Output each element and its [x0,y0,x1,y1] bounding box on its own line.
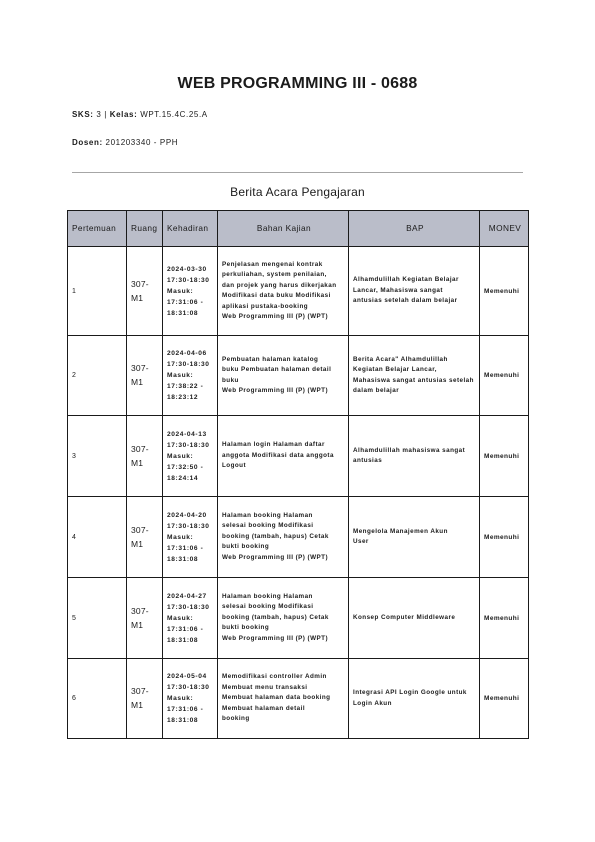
pertemuan-number: 2 [72,372,76,379]
dosen-label: Dosen: [72,138,103,147]
kehadiran-date: 2024-04-27 [167,592,207,600]
table-row [68,497,529,578]
monev-status: Memenuhi [484,614,520,622]
kehadiran-masuk-label: Masuk: [167,695,194,702]
table-row [68,578,529,659]
column-header-ruang: Ruang [127,211,163,247]
kehadiran-masuk-label: Masuk: [167,287,194,295]
kehadiran-date: 2024-04-20 [167,511,207,519]
column-header-pertemuan: Pertemuan [68,211,127,247]
bahan-kajian-text: Halaman booking Halaman selesai booking Modifikasi booking (tambah, hapus) Cetak bukti booking Web Programming III (P) (WPT) [222,511,329,561]
ruang-cell [127,247,163,336]
monev-status: Memenuhi [484,695,520,702]
pertemuan-number: 5 [72,614,76,622]
column-header-bap: BAP [349,211,480,247]
bahan-kajian-text: Pembuatan halaman katalog buku Pembuatan halaman detail buku Web Programming III (P) (WPT) [222,355,332,394]
bap-cell [349,336,480,416]
kelas-label: Kelas: [109,110,138,119]
monev-cell [480,336,529,416]
kehadiran-masuk-time: 17:38:22 - 18:23:12 [167,383,204,401]
pertemuan-cell [68,247,127,336]
ruang-cell [127,659,163,739]
monev-cell [480,416,529,497]
ruang-cell [127,497,163,578]
bap-cell [349,659,480,739]
divider [72,172,523,173]
kehadiran-date: 2024-04-06 [167,350,207,357]
bap-text: Konsep Computer Middleware [353,613,456,621]
kehadiran-cell [163,416,218,497]
monev-status: Memenuhi [484,372,520,379]
kehadiran-date: 2024-04-13 [167,430,207,438]
bap-text: Alhamdulillah Kegiatan Belajar Lancar, Mahasiswa sangat antusias setelah dalam belajar [353,276,459,305]
pertemuan-number: 1 [72,287,76,295]
pertemuan-cell [68,416,127,497]
kehadiran-masuk-time: 17:31:06 - 18:31:08 [167,706,204,724]
ruang-cell [127,336,163,416]
monev-status: Memenuhi [484,287,520,295]
bap-text: Berita Acara" Alhamdulillah Kegiatan Belajar Lancar, Mahasiswa sangat antusias setelah dalam belajar [353,355,474,394]
ruang-cell [127,416,163,497]
ruang-value: 307-M1 [131,524,149,549]
bahan-kajian-cell [218,497,349,578]
kehadiran-masuk-label: Masuk: [167,614,194,622]
bap-cell [349,416,480,497]
ruang-value: 307-M1 [131,686,149,710]
kelas-value: WPT.15.4C.25.A [140,110,208,119]
table-row [68,336,529,416]
bahan-kajian-cell [218,659,349,739]
dosen-value: 201203340 - PPH [105,138,179,147]
column-header-bahan-kajian: Bahan Kajian [218,211,349,247]
kehadiran-cell [163,497,218,578]
section-title: Berita Acara Pengajaran [230,185,365,199]
ruang-value: 307-M1 [131,363,149,387]
column-header-monev: MONEV [480,211,529,247]
kehadiran-masuk-time: 17:31:06 - 18:31:08 [167,298,204,317]
bap-text: Alhamdulillah mahasiswa sangat antusias [353,446,466,464]
bahan-kajian-text: Halaman booking Halaman selesai booking Modifikasi booking (tambah, hapus) Cetak bukti booking Web Programming III (P) (WPT) [222,592,329,642]
kehadiran-masuk-time: 17:31:06 - 18:31:08 [167,544,204,563]
pertemuan-cell [68,336,127,416]
monev-cell [480,578,529,659]
kehadiran-schedule: 17:30-18:30 [167,522,210,530]
ruang-value: 307-M1 [131,278,149,303]
kehadiran-masuk-time: 17:31:06 - 18:31:08 [167,625,204,644]
bahan-kajian-cell [218,578,349,659]
separator: | [104,110,107,119]
bahan-kajian-cell [218,247,349,336]
kehadiran-cell [163,247,218,336]
bahan-kajian-text: Halaman login Halaman daftar anggota Modifikasi data anggota Logout [222,441,334,470]
bap-cell [349,247,480,336]
ruang-value: 307-M1 [131,605,149,630]
monev-status: Memenuhi [484,452,520,460]
sks-value: 3 [96,110,102,119]
bap-cell [349,578,480,659]
kehadiran-schedule: 17:30-18:30 [167,684,210,691]
table-row [68,247,529,336]
bap-cell [349,497,480,578]
bahan-kajian-cell [218,416,349,497]
kehadiran-cell [163,659,218,739]
pertemuan-number: 6 [72,695,76,702]
kehadiran-masuk-label: Masuk: [167,372,194,379]
kehadiran-schedule: 17:30-18:30 [167,441,210,449]
bahan-kajian-cell [218,336,349,416]
bahan-kajian-text: Penjelasan mengenai kontrak perkuliahan, system penilaian, dan projek yang harus dikerjakan Modifikasi data buku Modifikasi aplikasi pustaka-booking Web Programming III (P) (WPT) [222,260,337,320]
sks-label: SKS: [72,110,94,119]
kehadiran-cell [163,578,218,659]
kehadiran-masuk-label: Masuk: [167,452,194,460]
ruang-cell [127,578,163,659]
pertemuan-cell [68,578,127,659]
kehadiran-date: 2024-05-04 [167,673,207,680]
table-header-row [68,211,529,247]
kehadiran-schedule: 17:30-18:30 [167,603,210,611]
dosen-line [72,137,178,149]
monev-cell [480,497,529,578]
monev-status: Memenuhi [484,533,520,541]
bap-text: Mengelola Manajemen Akun User [353,527,448,545]
bap-table [67,210,529,739]
table-row [68,659,529,739]
column-header-kehadiran: Kehadiran [163,211,218,247]
kehadiran-cell [163,336,218,416]
monev-cell [480,247,529,336]
pertemuan-cell [68,659,127,739]
table-row [68,416,529,497]
bap-text: Integrasi API Login Google untuk Login Akun [353,689,467,707]
bahan-kajian-text: Memodifikasi controller Admin Membuat menu transaksi Membuat halaman data booking Membuat halaman detail booking [222,673,331,723]
kehadiran-masuk-time: 17:32:50 - 18:24:14 [167,463,204,482]
kehadiran-masuk-label: Masuk: [167,533,194,541]
kehadiran-date: 2024-03-30 [167,265,207,273]
pertemuan-cell [68,497,127,578]
kehadiran-schedule: 17:30-18:30 [167,361,210,368]
pertemuan-number: 3 [72,452,76,460]
sks-kelas-line [72,109,208,121]
pertemuan-number: 4 [72,533,76,541]
monev-cell [480,659,529,739]
kehadiran-schedule: 17:30-18:30 [167,276,210,284]
ruang-value: 307-M1 [131,443,149,468]
page-title: WEB PROGRAMMING III - 0688 [177,75,418,92]
